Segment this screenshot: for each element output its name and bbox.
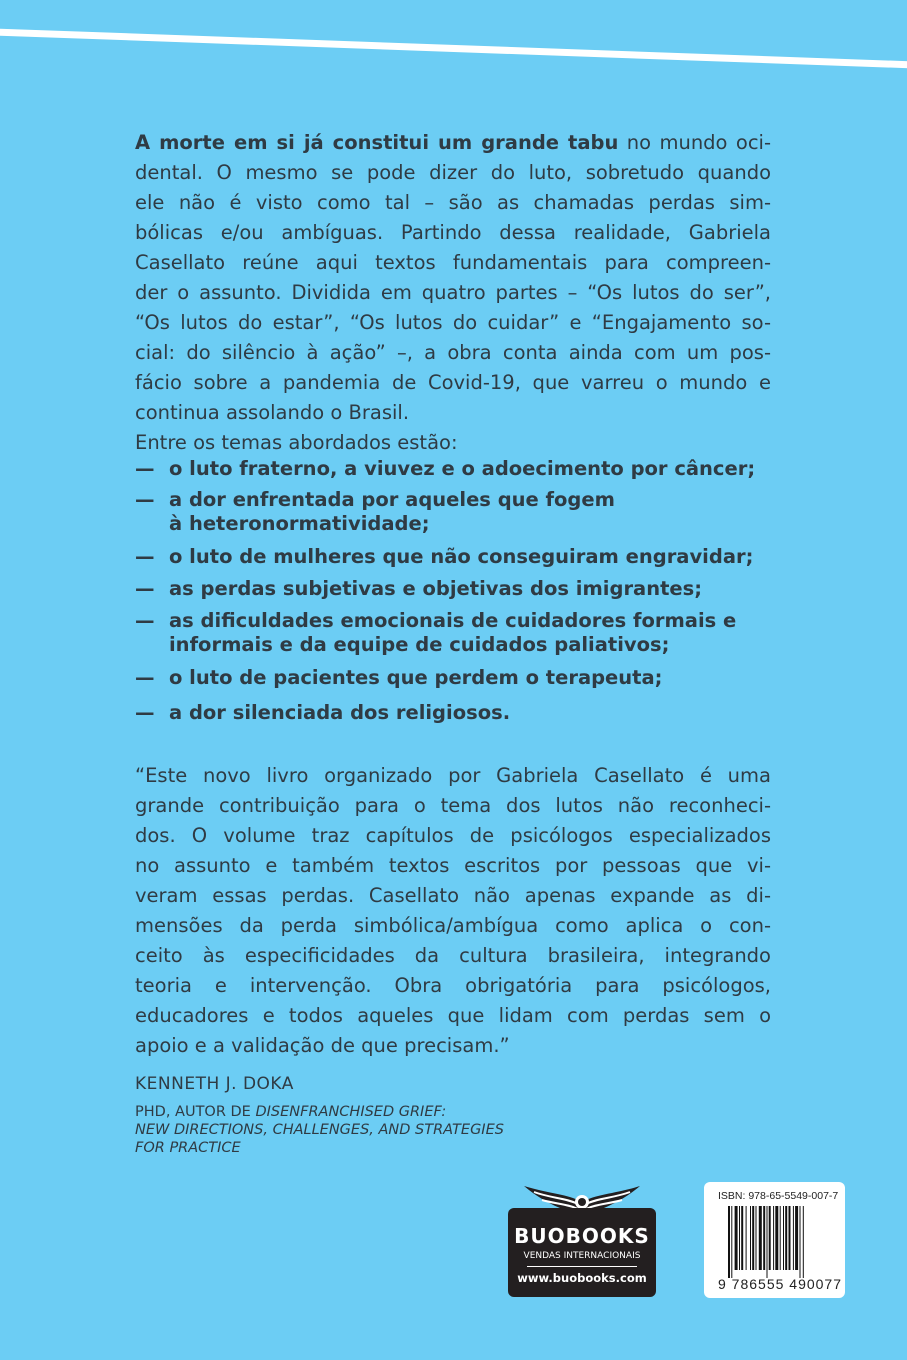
author-credential: PHD, AUTOR DE DISENFRANCHISED GRIEF: (135, 1104, 447, 1120)
quote-line: teoria e intervenção. Obra obrigatória para psicólogos, (135, 974, 771, 997)
quote-line: mensões da perda simbólica/ambígua como aplica o con- (135, 914, 771, 937)
barcode-bar (775, 1206, 778, 1270)
barcode-bar (783, 1206, 784, 1270)
barcode-bar (769, 1206, 771, 1270)
barcode-bar (803, 1206, 804, 1278)
intro-line: fácio sobre a pandemia de Covid-19, que varreu o mundo e (135, 371, 771, 394)
intro-line: A morte em si já constitui um grande tabu no mundo oci- (135, 131, 771, 154)
isbn-barcode (704, 1182, 845, 1298)
barcode-bar (746, 1206, 747, 1270)
quote-line: veram essas perdas. Casellato não apenas expande as di- (135, 884, 771, 907)
barcode-bar (763, 1206, 765, 1270)
barcode-bar (785, 1206, 787, 1270)
intro-line: continua assolando o Brasil. (135, 401, 410, 424)
intro-line: bólicas e/ou ambíguas. Partindo dessa realidade, Gabriela (135, 221, 771, 244)
barcode-bar (800, 1206, 801, 1278)
publisher-url: www.buobooks.com (517, 1271, 647, 1285)
intro-line: Casellato reúne aqui textos fundamentais para compreen- (135, 251, 771, 274)
quote-line: grande contribuição para o tema dos lutos não reconheci- (135, 794, 771, 817)
quote-line: “Este novo livro organizado por Gabriela Casellato é uma (135, 764, 771, 787)
publisher-tagline: VENDAS INTERNACIONAIS (523, 1251, 641, 1261)
intro-line: “Os lutos do estar”, “Os lutos do cuidar” e “Engajamento so- (135, 311, 771, 334)
author-credential: NEW DIRECTIONS, CHALLENGES, AND STRATEGIES (135, 1122, 504, 1138)
quote-line: no assunto e também textos escritos por pessoas que vi- (135, 854, 771, 877)
quote-line: apoio e a validação de que precisam.” (135, 1034, 510, 1057)
quote-line: ceito às especificidades da cultura brasileira, integrando (135, 944, 771, 967)
intro-line: dental. O mesmo se pode dizer do luto, sobretudo quando (135, 161, 771, 184)
intro-line: ele não é visto como tal – são as chamadas perdas sim- (135, 191, 771, 214)
publisher-logo (508, 1208, 656, 1297)
quote-line: dos. O volume traz capítulos de psicólogos especializados (135, 824, 771, 847)
intro-line: cial: do silêncio à ação” –, a obra conta ainda com um pos- (135, 341, 771, 364)
quote-author: KENNETH J. DOKA (135, 1074, 294, 1094)
barcode-bar (731, 1206, 732, 1278)
barcode-bar (793, 1206, 794, 1270)
quote-line: educadores e todos aqueles que lidam com perdas sem o (135, 1004, 771, 1027)
isbn-label: ISBN: 978-65-5549-007-7 (718, 1190, 839, 1202)
publisher-name: BUOBOOKS (514, 1224, 650, 1248)
decorative-stripe (0, 28, 907, 69)
divider (527, 1266, 637, 1267)
barcode-bar (750, 1206, 751, 1270)
intro-lead: A morte em si já constitui um grande tabu (135, 131, 619, 154)
barcode-bar (739, 1206, 740, 1270)
barcode-bar (767, 1206, 768, 1278)
barcode-bar (773, 1206, 774, 1270)
barcode-bar (795, 1206, 798, 1270)
barcode-bar (728, 1206, 730, 1278)
barcode-bar (789, 1206, 791, 1270)
author-credential: FOR PRACTICE (135, 1140, 241, 1156)
barcode-bar (735, 1206, 738, 1270)
barcode-bar (780, 1206, 781, 1270)
topics-intro: Entre os temas abordados estão: (135, 431, 458, 454)
barcode-bar (756, 1206, 757, 1270)
barcode-bars-icon (728, 1206, 828, 1278)
barcode-bar (741, 1206, 743, 1270)
barcode-bar (759, 1206, 762, 1270)
barcode-digits: 9 786555 490077 (718, 1276, 842, 1292)
intro-line: der o assunto. Dividida em quatro partes – “Os lutos do ser”, (135, 281, 771, 304)
barcode-bar (752, 1206, 754, 1270)
